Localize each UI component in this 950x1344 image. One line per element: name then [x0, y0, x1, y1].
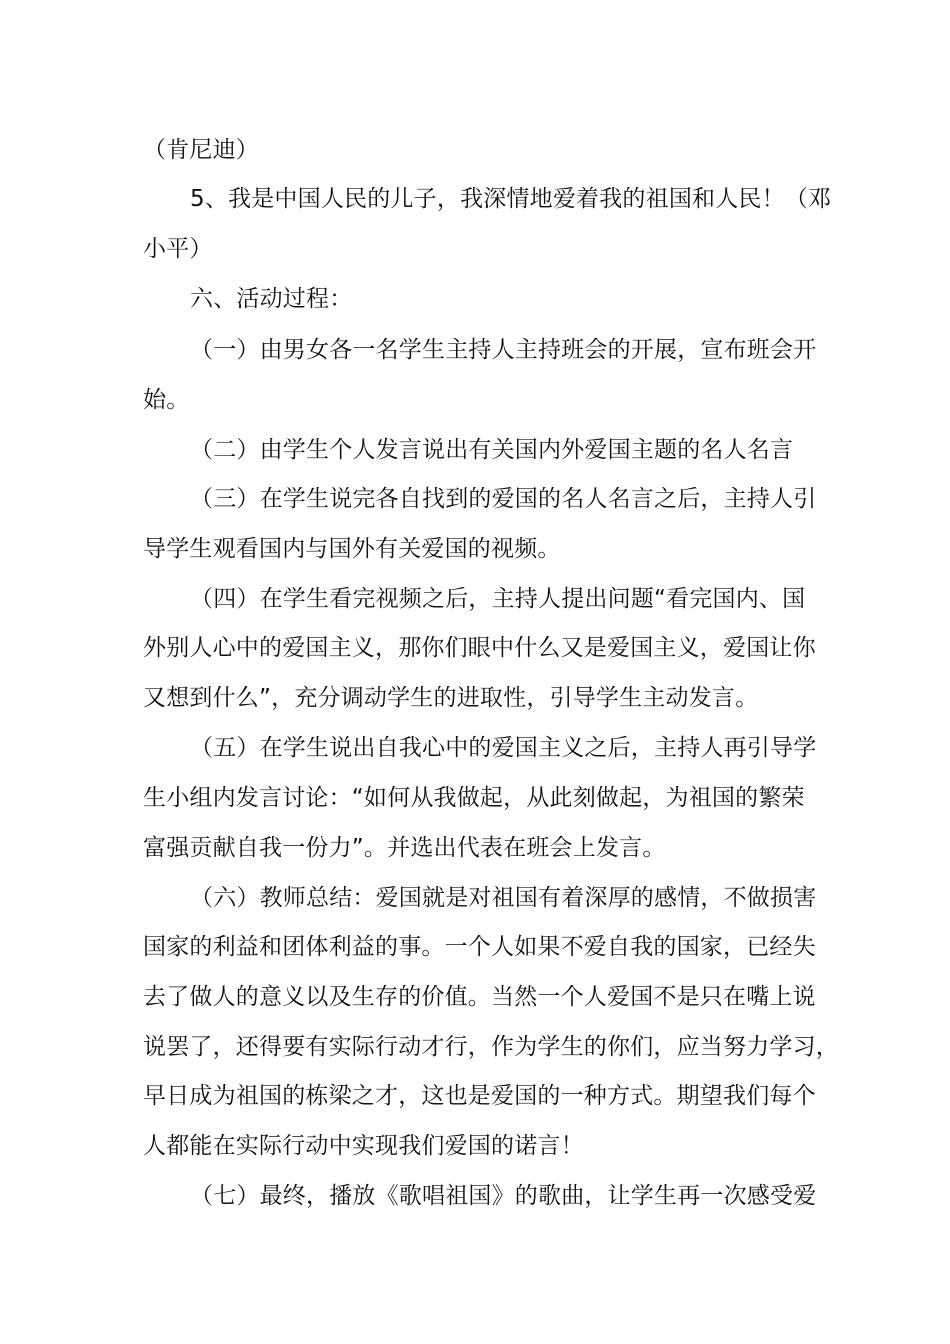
text-line-9: 导学生观看国内与国外有关爱国的视频。: [143, 536, 561, 562]
text-line-10: （四）在学生看完视频之后，主持人提出问题“看完国内、国: [190, 586, 806, 612]
text-line-20: 早日成为祖国的栋梁之才，这也是爱国的一种方式。期望我们每个: [143, 1083, 816, 1109]
text-line-6: 始。: [143, 387, 190, 413]
text-line-16: （六）教师总结：爱国就是对祖国有着深厚的感情，不做损害: [190, 885, 817, 911]
text-line-18: 去了做人的意义以及生存的价值。当然一个人爱国不是只在嘴上说: [143, 984, 816, 1010]
text-line-21: 人都能在实际行动中实现我们爱国的诺言！: [143, 1133, 584, 1159]
text-line-5: （一）由男女各一名学生主持人主持班会的开展，宣布班会开: [190, 337, 817, 363]
text-line-1: （肯尼迪）: [143, 137, 259, 163]
text-line-17: 国家的利益和团体利益的事。一个人如果不爱自我的国家，已经失: [143, 934, 816, 960]
text-line-2: 5、我是中国人民的儿子，我深情地爱着我的祖国和人民！（邓: [190, 186, 832, 212]
text-line-14: 生小组内发言讨论：“如何从我做起，从此刻做起，为祖国的繁荣: [143, 785, 805, 811]
text-line-13: （五）在学生说出自我心中的爱国主义之后，主持人再引导学: [190, 735, 817, 761]
section-heading: 六、活动过程：: [190, 286, 353, 312]
text-line-12: 又想到什么”，充分调动学生的进取性，引导学生主动发言。: [143, 685, 759, 711]
text-line-8: （三）在学生说完各自找到的爱国的名人名言之后，主持人引: [190, 486, 817, 512]
text-line-15: 富强贡献自我一份力”。并选出代表在班会上发言。: [143, 835, 666, 861]
text-line-22: （七）最终，播放《歌唱祖国》的歌曲，让学生再一次感受爱: [190, 1183, 817, 1209]
text-line-11: 外别人心中的爱国主义，那你们眼中什么又是爱国主义，爱国让你: [143, 635, 816, 661]
text-line-7: （二）由学生个人发言说出有关国内外爱国主题的名人名言: [190, 437, 794, 463]
text-line-19: 说罢了，还得要有实际行动才行，作为学生的你们，应当努力学习，: [143, 1034, 839, 1060]
text-line-3: 小平）: [143, 236, 213, 262]
